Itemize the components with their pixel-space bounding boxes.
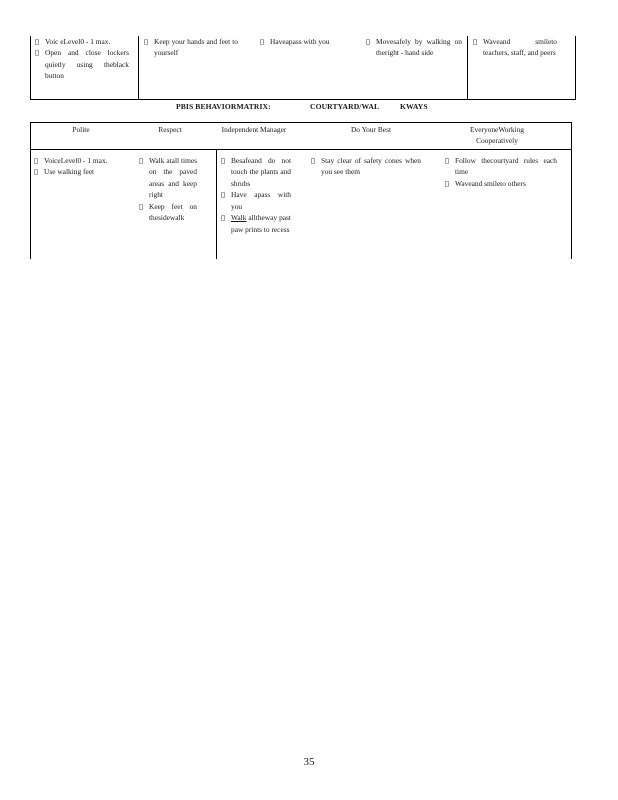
- list-item: ▯ Besafeand do not touch the plants and shrubs: [221, 156, 291, 188]
- cell-cooperatively: [473, 36, 557, 59]
- list-item: ▯ Movesafely by walking on theright - hand side: [366, 37, 462, 58]
- checkbox-bullet-icon: ▯: [445, 178, 450, 188]
- list-item: ▯ Haveapass with you: [260, 37, 330, 46]
- cell-independent-manager: [221, 155, 291, 235]
- list-item: ▯ Voic eLevel0 - 1 max.: [35, 37, 111, 46]
- list-item: ▯ VoiceLevel0 - 1 max.: [34, 156, 108, 165]
- checkbox-bullet-icon: ▯: [34, 156, 39, 165]
- checkbox-bullet-icon: ▯: [144, 37, 149, 46]
- list-item: ▯ Follow thecourtyard rules each time: [445, 156, 557, 177]
- list-item: ▯ Walk atall times on the paved areas and keep right: [139, 156, 197, 200]
- behavior-matrix-table: [30, 122, 572, 259]
- heading-title: PBIS BEHAVIORMATRIX:: [176, 102, 271, 111]
- list-item: ▯ Walk alltheway past paw prints to recess: [221, 213, 291, 234]
- underlined-word: Walk: [231, 213, 247, 223]
- checkbox-bullet-icon: ▯: [366, 37, 371, 46]
- cell-independent: [260, 36, 354, 47]
- cell-do-your-best: [311, 155, 421, 178]
- continued-matrix-table: [30, 36, 576, 100]
- heading-location: COURTYARD/WAL: [310, 102, 380, 111]
- column-header-polite: Polite: [72, 125, 90, 134]
- checkbox-bullet-icon: ▯: [311, 156, 316, 165]
- cell-cooperatively: [445, 155, 557, 189]
- column-divider: [216, 149, 217, 259]
- column-header-independent-manager: Independent Manager: [221, 125, 287, 134]
- column-divider: [138, 36, 139, 99]
- list-item: ▯ Stay clear of safety cones when you see them: [311, 156, 421, 177]
- checkbox-bullet-icon: ▯: [34, 167, 39, 177]
- list-item: ▯ Keep feet on thesidewalk: [139, 201, 197, 223]
- cell-respect: [144, 36, 238, 59]
- list-item: ▯ Waveand smileto teachers, staff, and peers: [473, 37, 557, 58]
- list-item: ▯ Use walking feet: [34, 167, 95, 177]
- cell-respect: [139, 155, 197, 224]
- list-item: ▯ Have apass with you: [221, 190, 291, 211]
- page-number: 35: [303, 756, 315, 768]
- cell-do-your-best: [366, 36, 462, 59]
- column-header-respect: Respect: [158, 125, 182, 134]
- cell-polite: [34, 155, 108, 178]
- checkbox-bullet-icon: ▯: [35, 37, 40, 46]
- column-header-cooperatively: EveryoneWorking Cooperatively: [470, 125, 524, 145]
- heading-location-end: KWAYS: [400, 102, 428, 111]
- checkbox-bullet-icon: ▯: [139, 201, 144, 211]
- checkbox-bullet-icon: ▯: [445, 156, 450, 165]
- matrix-heading: [30, 102, 576, 114]
- checkbox-bullet-icon: ▯: [221, 213, 226, 223]
- list-item: ▯ Open and close lockers quietly using theblack button: [35, 48, 129, 81]
- checkbox-bullet-icon: ▯: [260, 37, 265, 46]
- checkbox-bullet-icon: ▯: [139, 156, 144, 165]
- checkbox-bullet-icon: ▯: [221, 156, 226, 165]
- column-header-do-your-best: Do Your Best: [350, 125, 392, 134]
- checkbox-bullet-icon: ▯: [35, 48, 40, 58]
- checkbox-bullet-icon: ▯: [473, 37, 478, 46]
- header-divider: [31, 149, 571, 150]
- list-item: ▯ Keep your hands and feet to yourself: [144, 37, 238, 58]
- cell-polite: [35, 36, 129, 82]
- checkbox-bullet-icon: ▯: [221, 190, 226, 200]
- list-item: ▯ Waveand smileto others: [445, 178, 526, 188]
- column-divider: [467, 36, 468, 99]
